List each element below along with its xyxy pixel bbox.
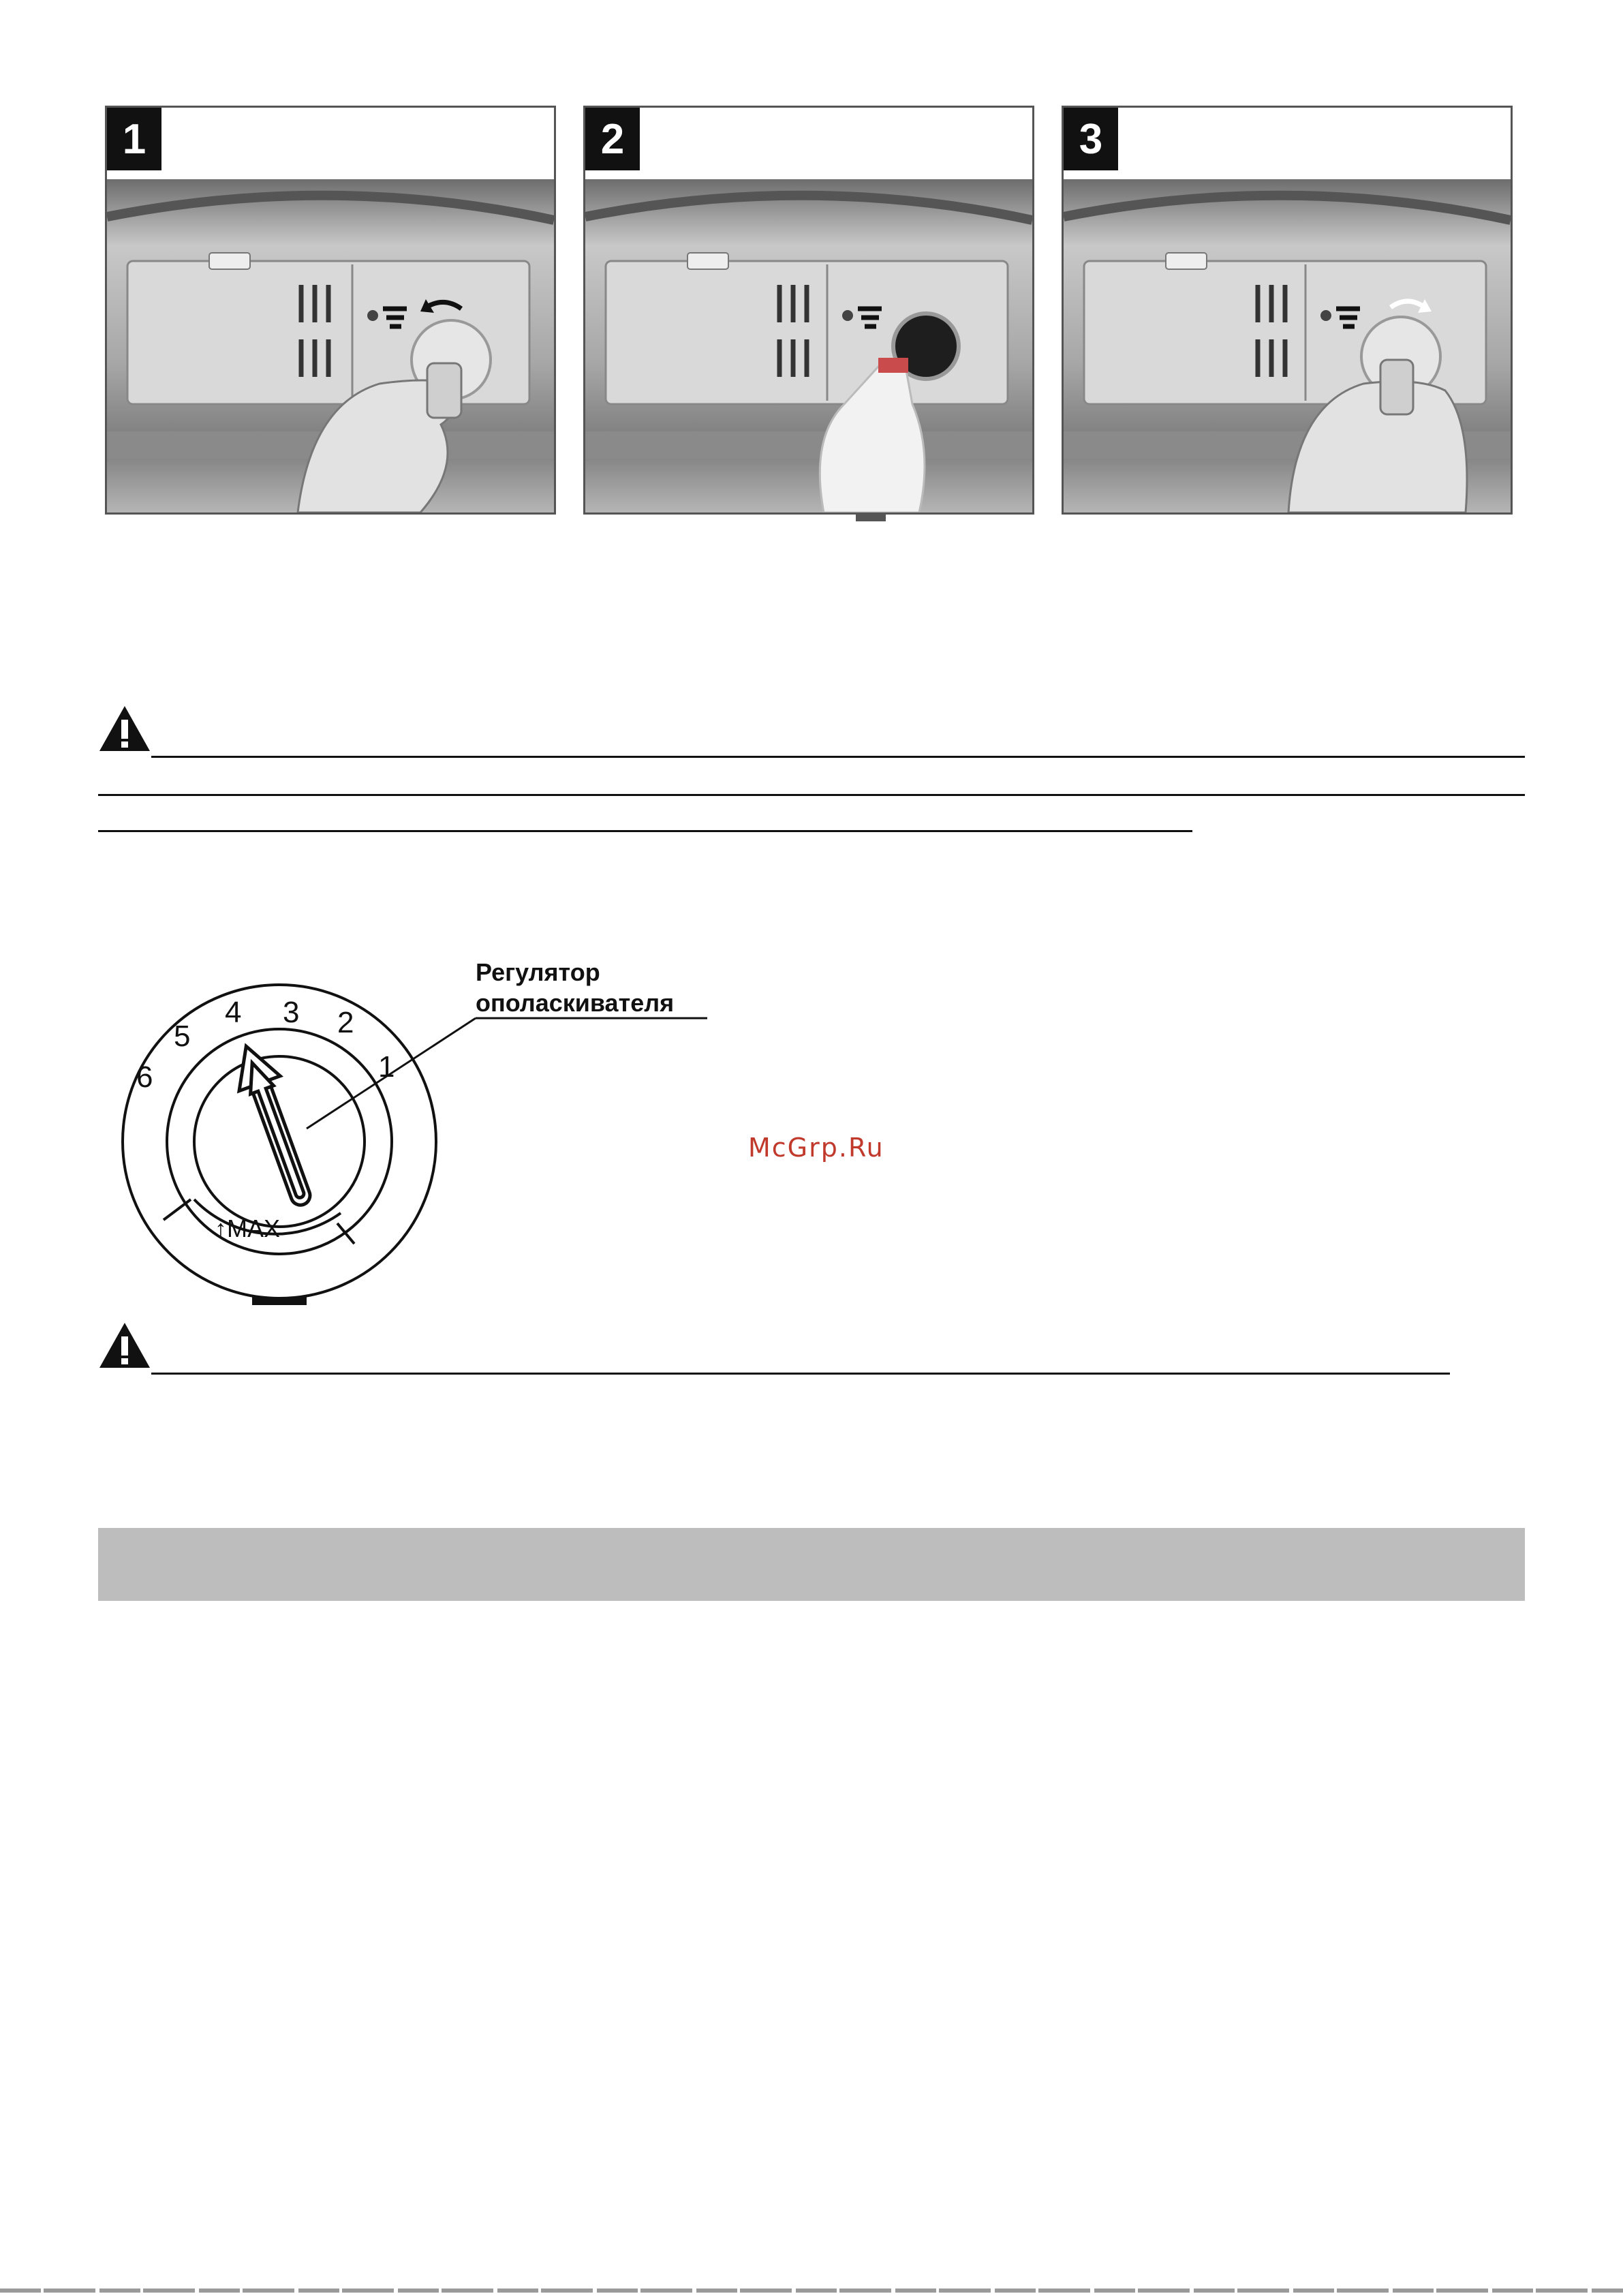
step-number: 1 <box>107 108 161 170</box>
step-panel-2 <box>583 106 1034 515</box>
dial-callout-label <box>476 957 674 1018</box>
dial-label-line1: Регулятор <box>476 958 600 986</box>
divider-line <box>98 830 1192 832</box>
page-bottom-edge <box>0 2289 1623 2293</box>
dial-label-line2: ополаскивателя <box>476 989 675 1017</box>
divider-line <box>98 794 1525 796</box>
warning-icon <box>98 1321 151 1369</box>
step-photo <box>1064 179 1511 512</box>
step-photo <box>585 179 1032 512</box>
divider-line <box>151 756 1525 758</box>
dial-max-label: ↑MAX <box>215 1214 281 1242</box>
dial-scale-2: 2 <box>337 1006 354 1039</box>
step-photo <box>107 179 554 512</box>
panel-marker <box>856 515 886 521</box>
dial-scale-4: 4 <box>225 996 242 1029</box>
callout-leader-line <box>300 1009 709 1145</box>
dial-scale-3: 3 <box>283 996 300 1029</box>
watermark: McGrp.Ru <box>748 1133 884 1163</box>
dial-scale-6: 6 <box>136 1060 153 1094</box>
warning-icon <box>98 705 151 752</box>
dial-scale-1: 1 <box>378 1050 395 1084</box>
dial-scale-5: 5 <box>174 1020 191 1053</box>
section-header-bar <box>98 1528 1525 1601</box>
divider-line <box>151 1373 1450 1375</box>
step-number: 2 <box>585 108 640 170</box>
step-panel-1 <box>105 106 556 515</box>
step-panel-3 <box>1062 106 1513 515</box>
step-number: 3 <box>1064 108 1118 170</box>
